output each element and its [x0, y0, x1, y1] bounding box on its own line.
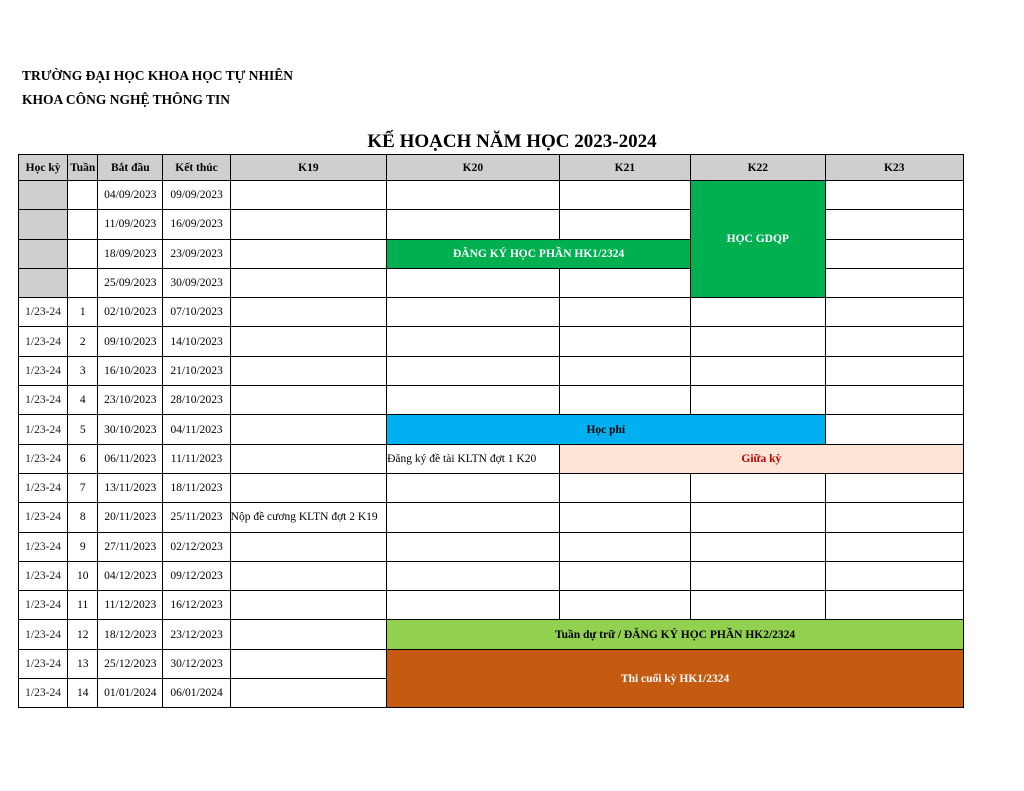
k19-cell: [230, 356, 386, 385]
week-cell: 7: [68, 473, 98, 502]
k23-cell: [825, 181, 964, 210]
end-date-cell: 11/11/2023: [163, 444, 230, 473]
k22-cell: [691, 356, 825, 385]
week-cell: 8: [68, 503, 98, 532]
page-title: KẾ HOẠCH NĂM HỌC 2023-2024: [367, 131, 657, 152]
start-date-cell: 02/10/2023: [98, 298, 163, 327]
end-date-cell: 09/09/2023: [163, 181, 230, 210]
end-date-cell: 23/12/2023: [163, 620, 230, 649]
k23-cell: [825, 532, 964, 561]
end-date-cell: 04/11/2023: [163, 415, 230, 444]
k20-cell: [387, 268, 560, 297]
academic-plan-table: [18, 154, 964, 708]
start-date-cell: 11/09/2023: [98, 210, 163, 239]
col-header-k22: K22: [691, 155, 825, 181]
k21-cell: [559, 561, 690, 590]
week-cell: [68, 268, 98, 297]
event-registration-hk1: ĐĂNG KÝ HỌC PHẦN HK1/2324: [387, 239, 691, 268]
end-date-cell: 14/10/2023: [163, 327, 230, 356]
k20-cell: [387, 532, 560, 561]
semester-cell: 1/23-24: [19, 415, 68, 444]
k23-cell: [825, 298, 964, 327]
table-row: [19, 561, 964, 590]
k22-cell: [691, 503, 825, 532]
semester-cell: 1/23-24: [19, 591, 68, 620]
semester-cell: 1/23-24: [19, 620, 68, 649]
semester-cell: 1/23-24: [19, 532, 68, 561]
table-row: [19, 298, 964, 327]
k23-cell: [825, 327, 964, 356]
start-date-cell: 18/12/2023: [98, 620, 163, 649]
k19-cell: [230, 561, 386, 590]
k21-cell: [559, 327, 690, 356]
end-date-cell: 16/09/2023: [163, 210, 230, 239]
event-final-exam-hk1: Thi cuối kỳ HK1/2324: [387, 649, 964, 708]
k20-cell: [387, 591, 560, 620]
k19-cell: [230, 591, 386, 620]
end-date-cell: 07/10/2023: [163, 298, 230, 327]
table-row: [19, 386, 964, 415]
university-name: TRƯỜNG ĐẠI HỌC KHOA HỌC TỰ NHIÊN: [22, 68, 294, 83]
k19-cell: [230, 298, 386, 327]
table-row: [19, 473, 964, 502]
col-header-k23: K23: [825, 155, 964, 181]
k21-cell: [559, 591, 690, 620]
k22-cell: [691, 561, 825, 590]
start-date-cell: 06/11/2023: [98, 444, 163, 473]
start-date-cell: 27/11/2023: [98, 532, 163, 561]
start-date-cell: 20/11/2023: [98, 503, 163, 532]
k21-cell: [559, 298, 690, 327]
k19-cell: [230, 473, 386, 502]
k23-cell: [825, 268, 964, 297]
semester-cell: 1/23-24: [19, 473, 68, 502]
week-cell: 3: [68, 356, 98, 385]
week-cell: 14: [68, 679, 98, 708]
semester-cell: 1/23-24: [19, 561, 68, 590]
event-thesis-registration-k20: Đăng ký đề tài KLTN đợt 1 K20: [387, 444, 560, 473]
end-date-cell: 02/12/2023: [163, 532, 230, 561]
header-row: [19, 155, 964, 181]
start-date-cell: 11/12/2023: [98, 591, 163, 620]
start-date-cell: 23/10/2023: [98, 386, 163, 415]
semester-cell: 1/23-24: [19, 679, 68, 708]
end-date-cell: 09/12/2023: [163, 561, 230, 590]
start-date-cell: 04/12/2023: [98, 561, 163, 590]
k22-cell: [691, 386, 825, 415]
k21-cell: [559, 473, 690, 502]
k22-cell: [691, 591, 825, 620]
semester-cell: 1/23-24: [19, 503, 68, 532]
table-row: [19, 181, 964, 210]
k22-cell: [691, 532, 825, 561]
k23-cell: [825, 561, 964, 590]
k23-cell: [825, 386, 964, 415]
k21-cell: [559, 210, 690, 239]
week-cell: 12: [68, 620, 98, 649]
k23-cell: [825, 210, 964, 239]
k19-cell: [230, 444, 386, 473]
k19-cell: [230, 532, 386, 561]
start-date-cell: 01/01/2024: [98, 679, 163, 708]
semester-cell: [19, 181, 68, 210]
table-row: [19, 415, 964, 444]
end-date-cell: 16/12/2023: [163, 591, 230, 620]
table-row: [19, 444, 964, 473]
k23-cell: [825, 591, 964, 620]
week-cell: 10: [68, 561, 98, 590]
end-date-cell: 18/11/2023: [163, 473, 230, 502]
end-date-cell: 23/09/2023: [163, 239, 230, 268]
col-header-week: Tuần: [68, 155, 98, 181]
event-midterm: Giữa kỳ: [559, 444, 963, 473]
start-date-cell: 04/09/2023: [98, 181, 163, 210]
table-row: [19, 532, 964, 561]
week-cell: [68, 210, 98, 239]
start-date-cell: 18/09/2023: [98, 239, 163, 268]
k19-cell: [230, 181, 386, 210]
semester-cell: [19, 268, 68, 297]
end-date-cell: 06/01/2024: [163, 679, 230, 708]
k22-cell: [691, 298, 825, 327]
event-tuition-fee: Học phí: [387, 415, 825, 444]
start-date-cell: 13/11/2023: [98, 473, 163, 502]
k21-cell: [559, 503, 690, 532]
k19-cell: [230, 327, 386, 356]
table-row: [19, 620, 964, 649]
k19-cell: [230, 649, 386, 678]
event-gdqp: HỌC GDQP: [691, 181, 825, 298]
k20-cell: [387, 298, 560, 327]
k22-cell: [691, 473, 825, 502]
week-cell: [68, 239, 98, 268]
week-cell: 2: [68, 327, 98, 356]
table-row: [19, 591, 964, 620]
semester-cell: 1/23-24: [19, 356, 68, 385]
k20-cell: [387, 181, 560, 210]
col-header-k21: K21: [559, 155, 690, 181]
k22-cell: [691, 327, 825, 356]
start-date-cell: 25/12/2023: [98, 649, 163, 678]
k20-cell: [387, 356, 560, 385]
semester-cell: 1/23-24: [19, 298, 68, 327]
k20-cell: [387, 503, 560, 532]
table-row: [19, 356, 964, 385]
table-row: [19, 503, 964, 532]
k21-cell: [559, 532, 690, 561]
k19-cell: [230, 268, 386, 297]
week-cell: 5: [68, 415, 98, 444]
k21-cell: [559, 386, 690, 415]
week-cell: 13: [68, 649, 98, 678]
k21-cell: [559, 181, 690, 210]
end-date-cell: 28/10/2023: [163, 386, 230, 415]
k20-cell: [387, 327, 560, 356]
k21-cell: [559, 356, 690, 385]
k23-cell: [825, 473, 964, 502]
table-row: [19, 327, 964, 356]
start-date-cell: 25/09/2023: [98, 268, 163, 297]
start-date-cell: 16/10/2023: [98, 356, 163, 385]
faculty-name: KHOA CÔNG NGHỆ THÔNG TIN: [22, 92, 231, 107]
k20-cell: [387, 561, 560, 590]
week-cell: 4: [68, 386, 98, 415]
k21-cell: [559, 268, 690, 297]
week-cell: [68, 181, 98, 210]
semester-cell: [19, 210, 68, 239]
col-header-semester: Học kỳ: [19, 155, 68, 181]
week-cell: 11: [68, 591, 98, 620]
k19-cell: [230, 210, 386, 239]
semester-cell: 1/23-24: [19, 649, 68, 678]
col-header-end: Kết thúc: [163, 155, 230, 181]
k19-cell: [230, 239, 386, 268]
k20-cell: [387, 210, 560, 239]
k19-cell: [230, 415, 386, 444]
semester-cell: 1/23-24: [19, 386, 68, 415]
k23-cell: [825, 503, 964, 532]
table-row: [19, 649, 964, 678]
col-header-k20: K20: [387, 155, 560, 181]
k20-cell: [387, 473, 560, 502]
semester-cell: 1/23-24: [19, 327, 68, 356]
k23-cell: [825, 356, 964, 385]
col-header-start: Bắt đầu: [98, 155, 163, 181]
week-cell: 6: [68, 444, 98, 473]
semester-cell: 1/23-24: [19, 444, 68, 473]
k19-cell: [230, 386, 386, 415]
start-date-cell: 30/10/2023: [98, 415, 163, 444]
start-date-cell: 09/10/2023: [98, 327, 163, 356]
event-reserve-week-registration-hk2: Tuần dự trữ / ĐĂNG KÝ HỌC PHẦN HK2/2324: [387, 620, 964, 649]
week-cell: 1: [68, 298, 98, 327]
k23-cell: [825, 415, 964, 444]
event-thesis-outline-k19: Nộp đề cương KLTN đợt 2 K19: [230, 503, 386, 532]
semester-cell: [19, 239, 68, 268]
end-date-cell: 21/10/2023: [163, 356, 230, 385]
end-date-cell: 30/09/2023: [163, 268, 230, 297]
k19-cell: [230, 679, 386, 708]
k23-cell: [825, 239, 964, 268]
col-header-k19: K19: [230, 155, 386, 181]
week-cell: 9: [68, 532, 98, 561]
k20-cell: [387, 386, 560, 415]
k19-cell: [230, 620, 386, 649]
end-date-cell: 30/12/2023: [163, 649, 230, 678]
end-date-cell: 25/11/2023: [163, 503, 230, 532]
